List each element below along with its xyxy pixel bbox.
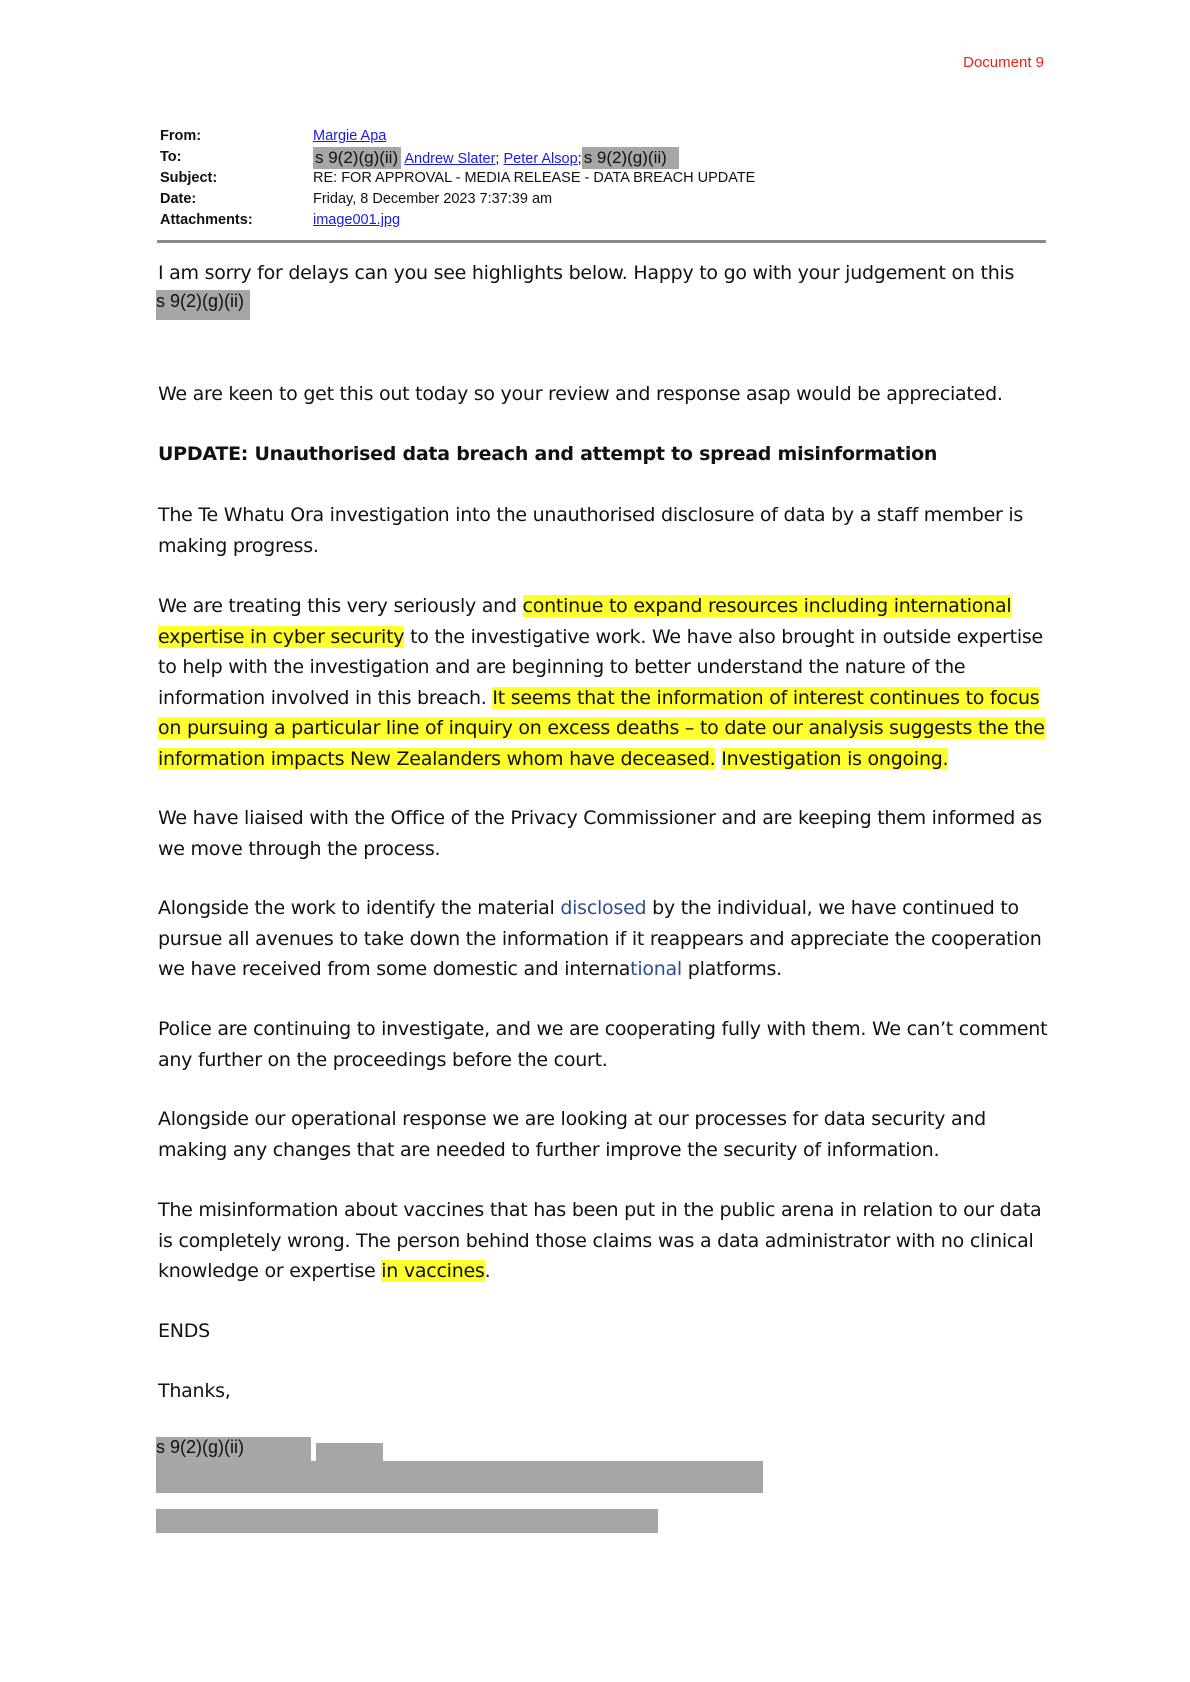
- text-span: to the investigative work. We have also brought in outside expertise to help with the investigation and are beginning to better understand the nature of the information involved in this breach.: [158, 625, 1043, 709]
- paragraph-privacy-text: We have liaised with the Office of the Privacy Commissioner and are keeping them informed as we move through the process.: [158, 807, 1042, 860]
- paragraph-privacy: [158, 803, 1058, 864]
- release-heading: [158, 439, 1058, 470]
- paragraph-police: [158, 1014, 1058, 1075]
- paragraph-security: [158, 1104, 1058, 1165]
- thanks-text: Thanks,: [158, 1380, 231, 1402]
- email-header: [160, 126, 1046, 231]
- to-label: To:: [160, 149, 182, 165]
- header-divider: [157, 240, 1046, 243]
- paragraph-takedown-text: [158, 893, 1058, 985]
- to-link-peter-alsop[interactable]: Peter Alsop: [503, 151, 578, 167]
- to-separator: ;: [577, 151, 582, 167]
- keen-text: We are keen to get this out today so your review and response asap would be appreciated.: [158, 383, 1003, 405]
- signature-redaction-bottom: [156, 1509, 658, 1533]
- to-link-andrew-slater[interactable]: Andrew Slater: [404, 151, 496, 167]
- paragraph-resources-text: [158, 591, 1058, 774]
- intro-redaction-label: s 9(2)(g)(ii): [156, 291, 244, 311]
- paragraph-security-text: Alongside our operational response we are looking at our processes for data security and making any changes that are needed to further improve the security of information.: [158, 1108, 986, 1161]
- from-label: From:: [160, 128, 202, 144]
- ends-text: ENDS: [158, 1320, 210, 1342]
- attachments-row: [160, 210, 1046, 231]
- to-redaction-1: s 9(2)(g)(ii): [313, 147, 401, 169]
- highlighted-text: Investigation is ongoing.: [721, 747, 949, 770]
- date-label: Date:: [160, 191, 197, 207]
- attachments-label: Attachments:: [160, 212, 253, 228]
- paragraph-investigation-text: The Te Whatu Ora investigation into the unauthorised disclosure of data by a staff member is making progress.: [158, 504, 1024, 557]
- text-span: .: [484, 1260, 491, 1282]
- highlighted-text: in vaccines: [381, 1260, 485, 1282]
- text-span: Alongside the work to identify the material: [158, 897, 561, 919]
- intro-paragraph: [158, 258, 1058, 289]
- date-row: [160, 189, 1046, 210]
- from-link[interactable]: Margie Apa: [313, 128, 387, 144]
- to-row: [160, 147, 1046, 168]
- subject-value: RE: FOR APPROVAL - MEDIA RELEASE - DATA BREACH UPDATE: [313, 170, 756, 186]
- document-number-label: Document 9: [963, 54, 1044, 71]
- subject-row: [160, 168, 1046, 189]
- signature-redaction-main: [156, 1461, 763, 1493]
- highlighted-text: It seems that the information of interest continues to focus on pursuing a particular line of inquiry on excess deaths – to date our analysis suggests the the information impacts New Zealanders whom have deceased.: [158, 686, 1045, 770]
- text-span: The misinformation about vaccines that has been put in the public arena in relation to our data is completely wrong. The person behind those claims was a data administrator with no clinical knowledge or expertise: [158, 1199, 1042, 1282]
- ends-line: [158, 1316, 1058, 1347]
- keen-paragraph: [158, 379, 1058, 410]
- date-value: Friday, 8 December 2023 7:37:39 am: [313, 191, 553, 207]
- paragraph-investigation: [158, 500, 1058, 561]
- from-row: [160, 126, 1046, 147]
- subject-label: Subject:: [160, 170, 218, 186]
- text-span: by the individual, we have continued to pursue all avenues to take down the information if it reappears and appreciate the cooperation we have received from some domestic and interna: [158, 897, 1042, 980]
- to-separator: ;: [495, 151, 500, 167]
- intro-text: I am sorry for delays can you see highlights below. Happy to go with your judgement on this: [158, 262, 1015, 284]
- paragraph-resources: [158, 591, 1058, 774]
- signature-redaction-label: s 9(2)(g)(ii): [156, 1437, 244, 1457]
- paragraph-police-text: Police are continuing to investigate, and we are cooperating fully with them. We can’t comment any further on the proceedings before the court.: [158, 1018, 1048, 1071]
- text-span: platforms.: [681, 958, 782, 980]
- thanks-line: [158, 1376, 1058, 1407]
- signature-redaction-tab: [316, 1443, 383, 1463]
- attachment-link[interactable]: image001.jpg: [313, 212, 401, 228]
- blue-text: tional: [630, 958, 682, 980]
- highlighted-text: continue to expand resources including international expertise in cyber security: [158, 595, 1012, 648]
- paragraph-misinformation: [158, 1195, 1058, 1287]
- blue-text: disclosed: [560, 897, 647, 919]
- paragraph-takedown: [158, 893, 1058, 985]
- release-heading-text: UPDATE: Unauthorised data breach and attempt to spread misinformation: [158, 443, 938, 465]
- text-span: We are treating this very seriously and: [158, 595, 523, 617]
- to-redaction-2: s 9(2)(g)(ii): [582, 147, 679, 169]
- paragraph-misinformation-text: [158, 1195, 1058, 1287]
